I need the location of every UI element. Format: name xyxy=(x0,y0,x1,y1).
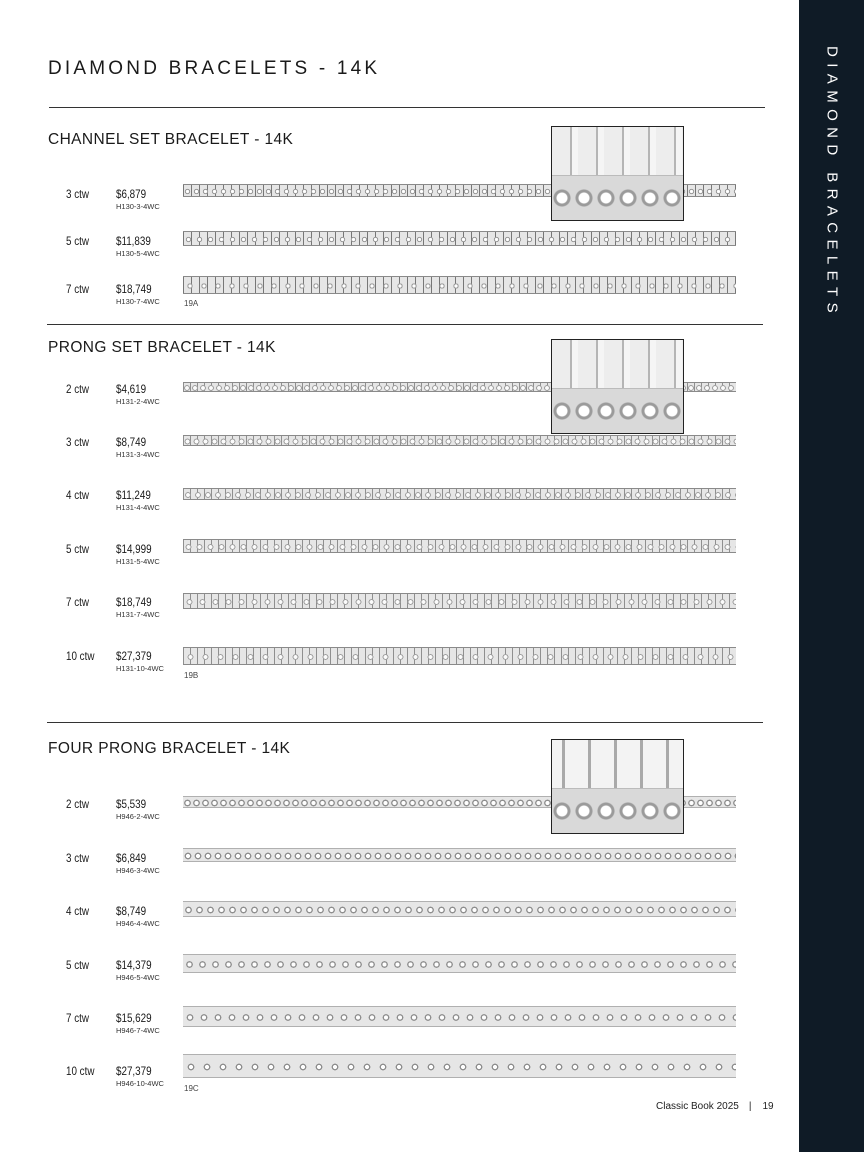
product-row xyxy=(0,1011,799,1041)
product-row xyxy=(0,851,799,881)
price: $5,539 xyxy=(116,797,147,811)
diamond-stone-detail xyxy=(552,388,683,433)
detail-inset-channel xyxy=(551,126,684,221)
product-row xyxy=(0,234,799,264)
carat-weight: 4 ctw xyxy=(66,904,89,918)
bracelet-link-detail xyxy=(552,340,683,388)
sku: H131-10-4WC xyxy=(116,664,164,673)
sidebar-label: DIAMOND BRACELETS xyxy=(823,46,840,319)
carat-weight: 4 ctw xyxy=(66,488,89,502)
diamond-stone-detail xyxy=(552,175,683,220)
bracelet-link-detail xyxy=(552,740,683,788)
sku: H130-5-4WC xyxy=(116,249,160,258)
bracelet-image xyxy=(183,435,736,446)
carat-weight: 7 ctw xyxy=(66,1011,89,1025)
sku: H946-4-4WC xyxy=(116,919,160,928)
bracelet-image xyxy=(183,901,736,917)
section-title-prong: PRONG SET BRACELET - 14K xyxy=(48,339,276,356)
sku: H131-7-4WC xyxy=(116,610,160,619)
price: $6,849 xyxy=(116,851,147,865)
bracelet-image xyxy=(183,539,736,553)
carat-weight: 3 ctw xyxy=(66,851,89,865)
sku: H946-5-4WC xyxy=(116,973,160,982)
carat-weight: 5 ctw xyxy=(66,958,89,972)
price: $18,749 xyxy=(116,282,152,296)
price: $8,749 xyxy=(116,904,147,918)
price: $8,749 xyxy=(116,435,147,449)
sku: H946-3-4WC xyxy=(116,866,160,875)
sku: H131-4-4WC xyxy=(116,503,160,512)
page-footer xyxy=(656,1101,774,1112)
carat-weight: 10 ctw xyxy=(66,1064,95,1078)
bracelet-image xyxy=(183,1054,736,1078)
carat-weight: 7 ctw xyxy=(66,282,89,296)
bracelet-image xyxy=(183,231,736,246)
carat-weight: 2 ctw xyxy=(66,797,89,811)
sku: H946-7-4WC xyxy=(116,1026,160,1035)
price: $14,999 xyxy=(116,542,152,556)
product-row xyxy=(0,282,799,312)
footer-separator: | xyxy=(748,1101,752,1112)
carat-weight: 3 ctw xyxy=(66,187,89,201)
product-row xyxy=(0,649,799,679)
carat-weight: 10 ctw xyxy=(66,649,95,663)
product-row xyxy=(0,435,799,465)
section-title-four-prong: FOUR PRONG BRACELET - 14K xyxy=(48,740,291,757)
carat-weight: 2 ctw xyxy=(66,382,89,396)
carat-weight: 5 ctw xyxy=(66,234,89,248)
book-title: Classic Book 2025 xyxy=(656,1101,739,1112)
title-divider xyxy=(49,107,765,108)
sidebar-band xyxy=(799,0,864,1152)
price: $15,629 xyxy=(116,1011,152,1025)
detail-inset-four-prong xyxy=(551,739,684,834)
price: $11,249 xyxy=(116,488,151,502)
section-divider xyxy=(47,324,763,325)
sku: H131-5-4WC xyxy=(116,557,160,566)
sku: H130-7-4WC xyxy=(116,297,160,306)
sku: H130-3-4WC xyxy=(116,202,160,211)
image-ref: 19C xyxy=(184,1084,199,1093)
page-title: DIAMOND BRACELETS - 14K xyxy=(48,58,381,79)
sku: H131-3-4WC xyxy=(116,450,160,459)
price: $14,379 xyxy=(116,958,152,972)
image-ref: 19B xyxy=(184,671,199,680)
bracelet-image xyxy=(183,488,736,500)
product-row xyxy=(0,904,799,934)
price: $11,839 xyxy=(116,234,151,248)
price: $27,379 xyxy=(116,1064,152,1078)
product-row xyxy=(0,595,799,625)
bracelet-image xyxy=(183,954,736,973)
detail-inset-prong xyxy=(551,339,684,434)
carat-weight: 7 ctw xyxy=(66,595,89,609)
price: $18,749 xyxy=(116,595,152,609)
bracelet-image xyxy=(183,848,736,862)
diamond-stone-detail xyxy=(552,788,683,833)
sku: H946-2-4WC xyxy=(116,812,160,821)
page-number: 19 xyxy=(762,1101,774,1112)
sku: H131-2-4WC xyxy=(116,397,160,406)
section-title-channel: CHANNEL SET BRACELET - 14K xyxy=(48,131,294,148)
bracelet-image xyxy=(183,647,736,665)
product-row xyxy=(0,1064,799,1094)
bracelet-image xyxy=(183,1006,736,1027)
product-row xyxy=(0,542,799,572)
bracelet-image xyxy=(183,593,736,609)
section-divider xyxy=(47,722,763,723)
product-row xyxy=(0,488,799,518)
price: $6,879 xyxy=(116,187,147,201)
image-ref: 19A xyxy=(184,299,199,308)
price: $27,379 xyxy=(116,649,152,663)
bracelet-link-detail xyxy=(552,127,683,175)
sku: H946-10-4WC xyxy=(116,1079,164,1088)
carat-weight: 3 ctw xyxy=(66,435,89,449)
bracelet-image xyxy=(183,276,736,294)
price: $4,619 xyxy=(116,382,147,396)
carat-weight: 5 ctw xyxy=(66,542,89,556)
product-row xyxy=(0,958,799,988)
